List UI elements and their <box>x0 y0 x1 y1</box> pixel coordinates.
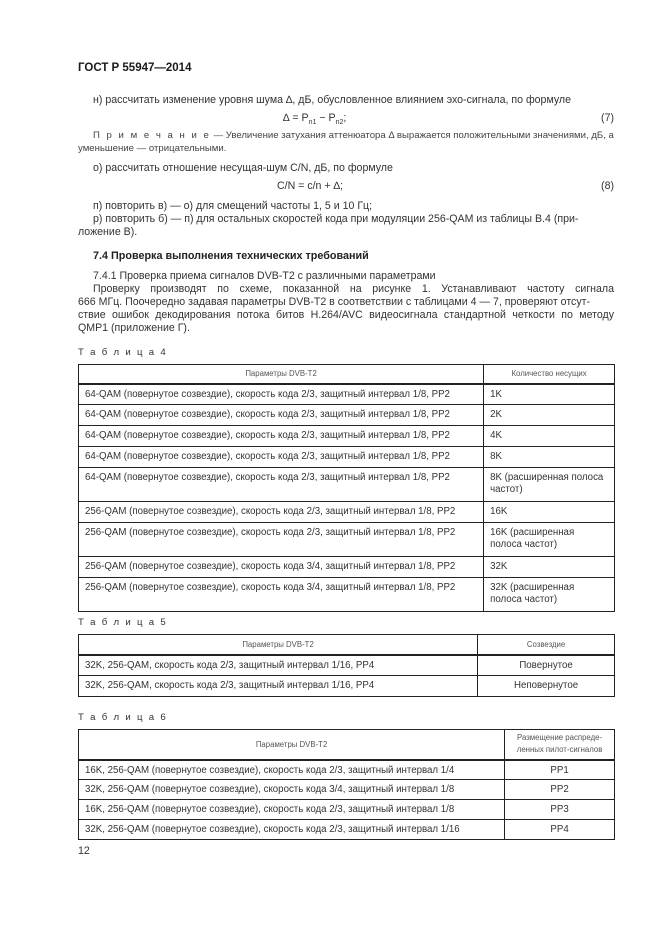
table5-header-constellation: Созвездие <box>478 635 615 655</box>
table-row: 64-QAM (повернутое созвездие), скорость кода 2/3, защитный интервал 1/8, PP2 1K <box>79 384 615 405</box>
step-r-line2: ложение В). <box>78 226 138 238</box>
table-row: 32K, 256-QAM (повернутое созвездие), скорость кода 3/4, защитный интервал 1/8 PP2 <box>79 780 615 800</box>
equation-number-8: (8) <box>601 180 614 192</box>
section-heading: 7.4 Проверка выполнения технических требований <box>93 250 369 262</box>
note: П р и м е ч а н и е — Увеличение затухания аттенюатора Δ выражается положительными значениями, дБ, а уменьшение — отрицательными. <box>78 130 614 154</box>
table-row: 32K, 256-QAM (повернутое созвездие), скорость кода 2/3, защитный интервал 1/16 PP4 <box>79 820 615 840</box>
table5-header-params: Параметры DVB-T2 <box>79 635 478 655</box>
table-row: 64-QAM (повернутое созвездие), скорость кода 2/3, защитный интервал 1/8, PP2 2K <box>79 405 615 426</box>
table-row: 32K, 256-QAM, скорость кода 2/3, защитный интервал 1/16, PP4 Неповернутое <box>79 676 615 697</box>
table6-header-params: Параметры DVB-T2 <box>79 730 505 760</box>
paragraph-line3: ствие ошибок декодирования потока битов H.264/AVC видеосигнала стандартной четкости по методу <box>78 309 614 321</box>
table-row: 256-QAM (повернутое созвездие), скорость кода 3/4, защитный интервал 1/8, PP2 32K (расширенная полоса частот) <box>79 578 615 612</box>
note-label: П р и м е ч а н и е <box>93 130 211 141</box>
table-row: 16K, 256-QAM (повернутое созвездие), скорость кода 2/3, защитный интервал 1/4 PP1 <box>79 760 615 780</box>
subsection-heading: 7.4.1 Проверка приема сигналов DVB-T2 с различными параметрами <box>93 270 436 282</box>
document-id-header: ГОСТ Р 55947—2014 <box>78 62 192 74</box>
table-row: 64-QAM (повернутое созвездие), скорость кода 2/3, защитный интервал 1/8, PP2 8K <box>79 447 615 468</box>
table4-header-params: Параметры DVB-T2 <box>79 365 484 384</box>
table-6 <box>78 729 615 840</box>
table4-header-carriers: Количество несущих <box>484 365 615 384</box>
step-r-line1: р) повторить б) — п) для остальных скоростей кода при модуляции 256-QAM из таблицы В.4 (при- <box>93 213 579 225</box>
table-5 <box>78 634 615 697</box>
page-number: 12 <box>78 845 90 857</box>
table-row: 64-QAM (повернутое созвездие), скорость кода 2/3, защитный интервал 1/8, PP2 4K <box>79 426 615 447</box>
table6-caption: Т а б л и ц а 6 <box>78 712 168 723</box>
paragraph-line2: 666 МГц. Поочередно задавая параметры DVB-T2 в соответствии с таблицами 4 — 7, проверяют отсут- <box>78 296 591 308</box>
table-row: 256-QAM (повернутое созвездие), скорость кода 3/4, защитный интервал 1/8, PP2 32K <box>79 557 615 578</box>
paragraph-line1: Проверку производят по схеме, показанной на рисунке 1. Устанавливают частоту сигнала <box>93 283 614 295</box>
step-n: н) рассчитать изменение уровня шума ∆, дБ, обусловленное влиянием эхо-сигнала, по формуле <box>93 94 571 106</box>
table-row: 64-QAM (повернутое созвездие), скорость кода 2/3, защитный интервал 1/8, PP2 8K (расширенная полоса частот) <box>79 468 615 502</box>
table-4 <box>78 364 615 612</box>
table-row: 32K, 256-QAM, скорость кода 2/3, защитный интервал 1/16, PP4 Повернутое <box>79 655 615 676</box>
table-row: 256-QAM (повернутое созвездие), скорость кода 2/3, защитный интервал 1/8, PP2 16K (расширенная полоса частот) <box>79 523 615 557</box>
paragraph-line4: QMP1 (приложение Г). <box>78 322 190 334</box>
table6-header-pilots: Размещение распреде-ленных пилот-сигналов <box>505 730 615 760</box>
step-o: о) рассчитать отношение несущая-шум C/N, дБ, по формуле <box>93 162 393 174</box>
table4-caption: Т а б л и ц а 4 <box>78 347 168 358</box>
step-p: п) повторить в) — о) для смещений частоты 1, 5 и 10 Гц; <box>93 200 373 212</box>
table5-caption: Т а б л и ц а 5 <box>78 617 168 628</box>
equation-number-7: (7) <box>601 112 614 124</box>
formula-8: C/N = c/n + ∆; <box>277 180 343 192</box>
formula-7: ∆ = $P_{n1} - P_{n2}$; <box>283 112 347 127</box>
table-row: 16K, 256-QAM (повернутое созвездие), скорость кода 2/3, защитный интервал 1/8 PP3 <box>79 800 615 820</box>
table-row: 256-QAM (повернутое созвездие), скорость кода 2/3, защитный интервал 1/8, PP2 16K <box>79 502 615 523</box>
